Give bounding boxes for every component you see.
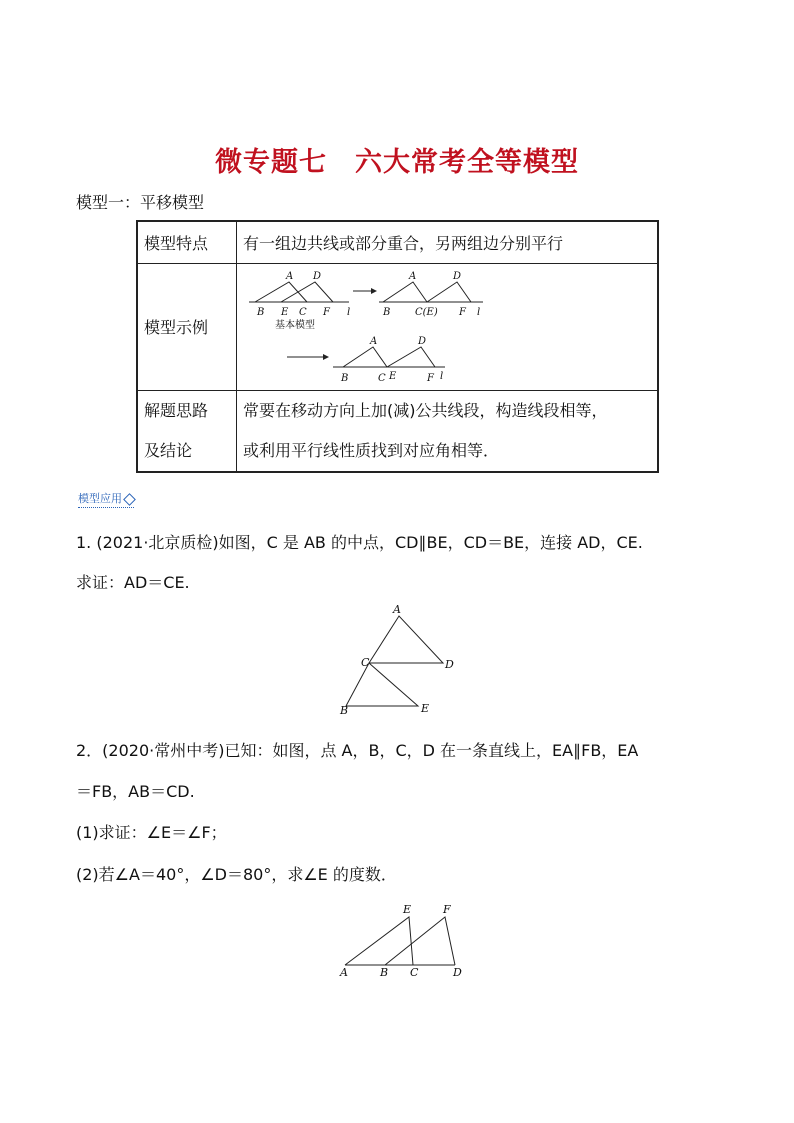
label-line: 解题思路 xyxy=(144,400,209,420)
label-l: l xyxy=(440,370,444,382)
q2-figure xyxy=(335,895,470,985)
label-c: C xyxy=(299,306,307,318)
q2-line: (1)求证：∠E＝∠F； xyxy=(76,823,227,842)
label-d: D xyxy=(453,966,462,979)
label-a: A xyxy=(370,335,378,347)
basic-model-caption: 基本模型 xyxy=(275,319,315,331)
label-d: D xyxy=(445,658,454,671)
model-table xyxy=(136,220,659,473)
label-ce: C(E) xyxy=(415,306,438,318)
label-d: D xyxy=(313,270,322,282)
label-line: 及结论 xyxy=(144,440,193,460)
label-c: C xyxy=(378,372,386,384)
section-heading: 模型一：平移模型 xyxy=(76,193,205,212)
label-l: l xyxy=(347,306,351,318)
page-title: 微专题七 六大常考全等模型 xyxy=(215,147,579,178)
q1-figure xyxy=(335,600,465,720)
model-example-cell xyxy=(237,263,659,390)
content-solution-idea xyxy=(237,390,659,472)
q1-line: 求证：AD＝CE. xyxy=(76,573,190,592)
label-b: B xyxy=(341,372,349,384)
label-l: l xyxy=(477,306,481,318)
table-row xyxy=(137,221,658,263)
label-model-feature: 模型特点 xyxy=(137,221,237,263)
label-f: F xyxy=(443,903,451,916)
label-a: A xyxy=(286,270,294,282)
label-c: C xyxy=(361,656,370,669)
content-line: 常要在移动方向上加(减)公共线段，构造线段相等， xyxy=(243,400,608,420)
label-solution-idea xyxy=(137,390,237,472)
label-a: A xyxy=(393,603,401,616)
label-a: A xyxy=(340,966,348,979)
label-b: B xyxy=(383,306,391,318)
pencil-icon xyxy=(123,493,136,506)
content-line: 或利用平行线性质找到对应角相等． xyxy=(243,440,500,460)
label-d: D xyxy=(453,270,462,282)
label-b: B xyxy=(340,704,349,717)
label-f: F xyxy=(459,306,466,318)
label-model-example: 模型示例 xyxy=(137,263,237,390)
q2-line: 2．(2020·常州中考)已知：如图，点 A，B，C，D 在一条直线上，EA∥FB，EA xyxy=(76,741,639,760)
label-f: F xyxy=(427,372,434,384)
label-b: B xyxy=(257,306,265,318)
label-e: E xyxy=(403,903,412,916)
label-b: B xyxy=(380,966,389,979)
label-d: D xyxy=(418,335,427,347)
label-f: F xyxy=(323,306,330,318)
label-a: A xyxy=(409,270,417,282)
q2-line: (2)若∠A＝40°，∠D＝80°，求∠E 的度数． xyxy=(76,865,397,884)
badge-label: 模型应用 xyxy=(78,492,122,505)
table-row xyxy=(137,263,658,390)
content-model-feature: 有一组边共线或部分重合，另两组边分别平行 xyxy=(237,221,659,263)
label-e: E xyxy=(421,702,430,715)
label-e: E xyxy=(281,306,289,318)
q2-line: ＝FB，AB＝CD. xyxy=(76,782,195,801)
table-row xyxy=(137,390,658,472)
label-c: C xyxy=(410,966,419,979)
label-e: E xyxy=(389,370,397,382)
q1-line: 1. (2021·北京质检)如图，C 是 AB 的中点，CD∥BE，CD＝BE，连接 AD，CE. xyxy=(76,533,643,552)
model-application-badge xyxy=(78,490,134,508)
translation-model-diagram xyxy=(237,264,657,386)
